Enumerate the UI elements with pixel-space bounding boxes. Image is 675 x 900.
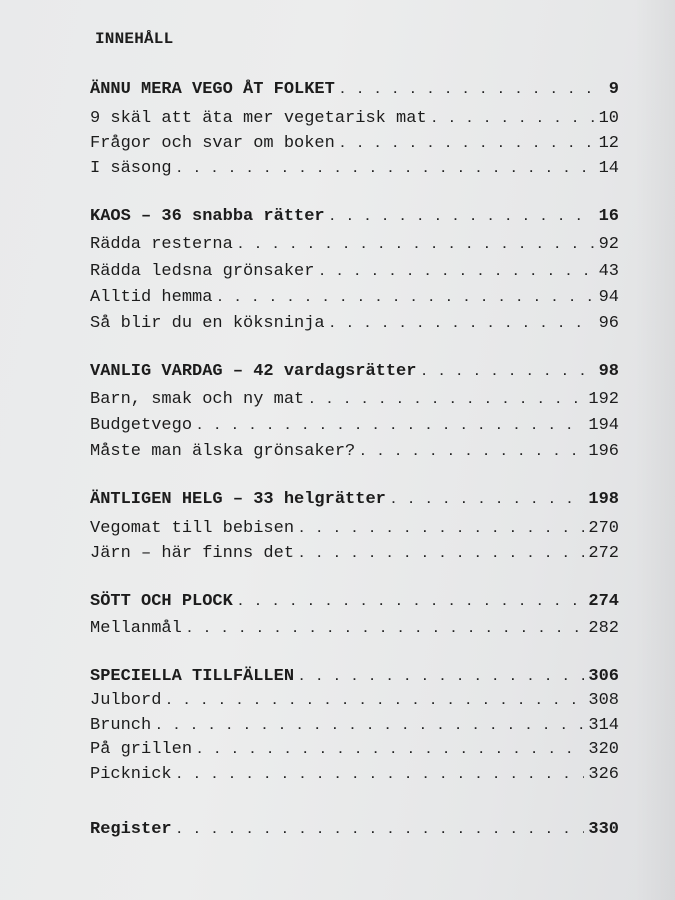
toc-entry-title: Alltid hemma (90, 288, 213, 307)
dot-leader (165, 691, 584, 710)
dot-leader (237, 592, 585, 611)
toc-page-number: 320 (588, 740, 619, 759)
toc-section-1 (90, 80, 619, 102)
dot-leader (216, 288, 594, 307)
toc-section-title: KAOS – 36 snabba rätter (90, 207, 325, 226)
toc-page-number: 306 (588, 667, 619, 686)
toc-entry (90, 109, 619, 131)
toc-entry-title: I säsong (90, 159, 172, 178)
toc-entry (90, 314, 619, 336)
toc-section-title: ÄNNU MERA VEGO ÅT FOLKET (90, 80, 335, 99)
toc-page-number: 92 (598, 235, 619, 254)
toc-entry (90, 416, 619, 438)
toc-entry-title: Så blir du en köksninja (90, 314, 325, 333)
toc-entry-title: På grillen (90, 740, 193, 759)
dot-leader (339, 80, 605, 99)
page-shadow (635, 0, 675, 900)
toc-page-number: 326 (588, 765, 619, 784)
toc-section-title: SÖTT OCH PLOCK (90, 592, 233, 611)
dot-leader (155, 716, 584, 735)
toc-page-number: 16 (598, 207, 619, 226)
toc-page-number: 198 (588, 490, 619, 509)
toc-page-number: 192 (588, 390, 619, 409)
dot-leader (359, 442, 584, 461)
toc-section-3 (90, 362, 619, 384)
toc-heading: INNEHÅLL (95, 30, 174, 48)
toc-entry (90, 262, 619, 284)
dot-leader (431, 109, 595, 128)
toc-entry (90, 716, 619, 738)
toc-page-number: 10 (598, 109, 619, 128)
toc-section-5 (90, 592, 619, 614)
toc-page-number: 272 (588, 544, 619, 563)
toc-page-number: 314 (588, 716, 619, 735)
toc-page-number: 282 (588, 619, 619, 638)
toc-page-number: 274 (588, 592, 619, 611)
toc-section-title: VANLIG VARDAG – 42 vardagsrätter (90, 362, 417, 381)
toc-page-number: 96 (598, 314, 619, 333)
dot-leader (298, 667, 584, 686)
toc-entry (90, 159, 619, 181)
toc-page-number: 196 (588, 442, 619, 461)
dot-leader (390, 490, 585, 509)
dot-leader (196, 740, 584, 759)
toc-entry (90, 134, 619, 156)
toc-entry (90, 544, 619, 566)
dot-leader (237, 235, 595, 254)
toc-entry-title: Julbord (90, 691, 162, 710)
toc-entry-title: Mellanmål (90, 619, 182, 638)
toc-page-number: 12 (598, 134, 619, 153)
toc-page-number: 43 (598, 262, 619, 281)
toc-section-4 (90, 490, 619, 512)
dot-leader (176, 765, 585, 784)
toc-section-title: SPECIELLA TILLFÄLLEN (90, 667, 295, 686)
toc-entry (90, 765, 619, 787)
toc-entry (90, 235, 619, 257)
toc-section-title: ÄNTLIGEN HELG – 33 helgrätter (90, 490, 386, 509)
toc-entry-title: Vegomat till bebisen (90, 519, 295, 538)
toc-entry-title: Järn – här finns det (90, 544, 295, 563)
toc-page-number: 98 (598, 362, 619, 381)
toc-entry (90, 691, 619, 713)
dot-leader (298, 544, 584, 563)
dot-leader (318, 262, 594, 281)
toc-entry-title: Picknick (90, 765, 172, 784)
dot-leader (420, 362, 594, 381)
dot-leader (308, 390, 584, 409)
toc-page-number: 330 (588, 820, 619, 839)
toc-entry-title: Frågor och svar om boken (90, 134, 335, 153)
toc-page-number: 270 (588, 519, 619, 538)
toc-entry (90, 288, 619, 310)
toc-entry-title: 9 skäl att äta mer vegetarisk mat (90, 109, 427, 128)
toc-entry (90, 740, 619, 762)
toc-section-title: Register (90, 820, 172, 839)
dot-leader (329, 314, 595, 333)
toc-page-number: 194 (588, 416, 619, 435)
dot-leader (196, 416, 584, 435)
toc-entry (90, 619, 619, 641)
toc-page-number: 14 (598, 159, 619, 178)
dot-leader (176, 159, 595, 178)
dot-leader (339, 134, 595, 153)
toc-page-number: 308 (588, 691, 619, 710)
toc-section-6 (90, 667, 619, 689)
toc-entry (90, 442, 619, 464)
toc-page-number: 9 (608, 80, 619, 99)
toc-entry (90, 390, 619, 412)
dot-leader (186, 619, 585, 638)
toc-entry-title: Budgetvego (90, 416, 193, 435)
toc-page-number: 94 (598, 288, 619, 307)
dot-leader (298, 519, 584, 538)
toc-section-2 (90, 207, 619, 229)
toc-section-register (90, 820, 619, 842)
toc-entry-title: Rädda resterna (90, 235, 233, 254)
toc-entry-title: Barn, smak och ny mat (90, 390, 305, 409)
dot-leader (176, 820, 585, 839)
dot-leader (329, 207, 595, 226)
toc-entry-title: Rädda ledsna grönsaker (90, 262, 315, 281)
toc-entry-title: Brunch (90, 716, 152, 735)
toc-entry-title: Måste man älska grönsaker? (90, 442, 356, 461)
toc-entry (90, 519, 619, 541)
